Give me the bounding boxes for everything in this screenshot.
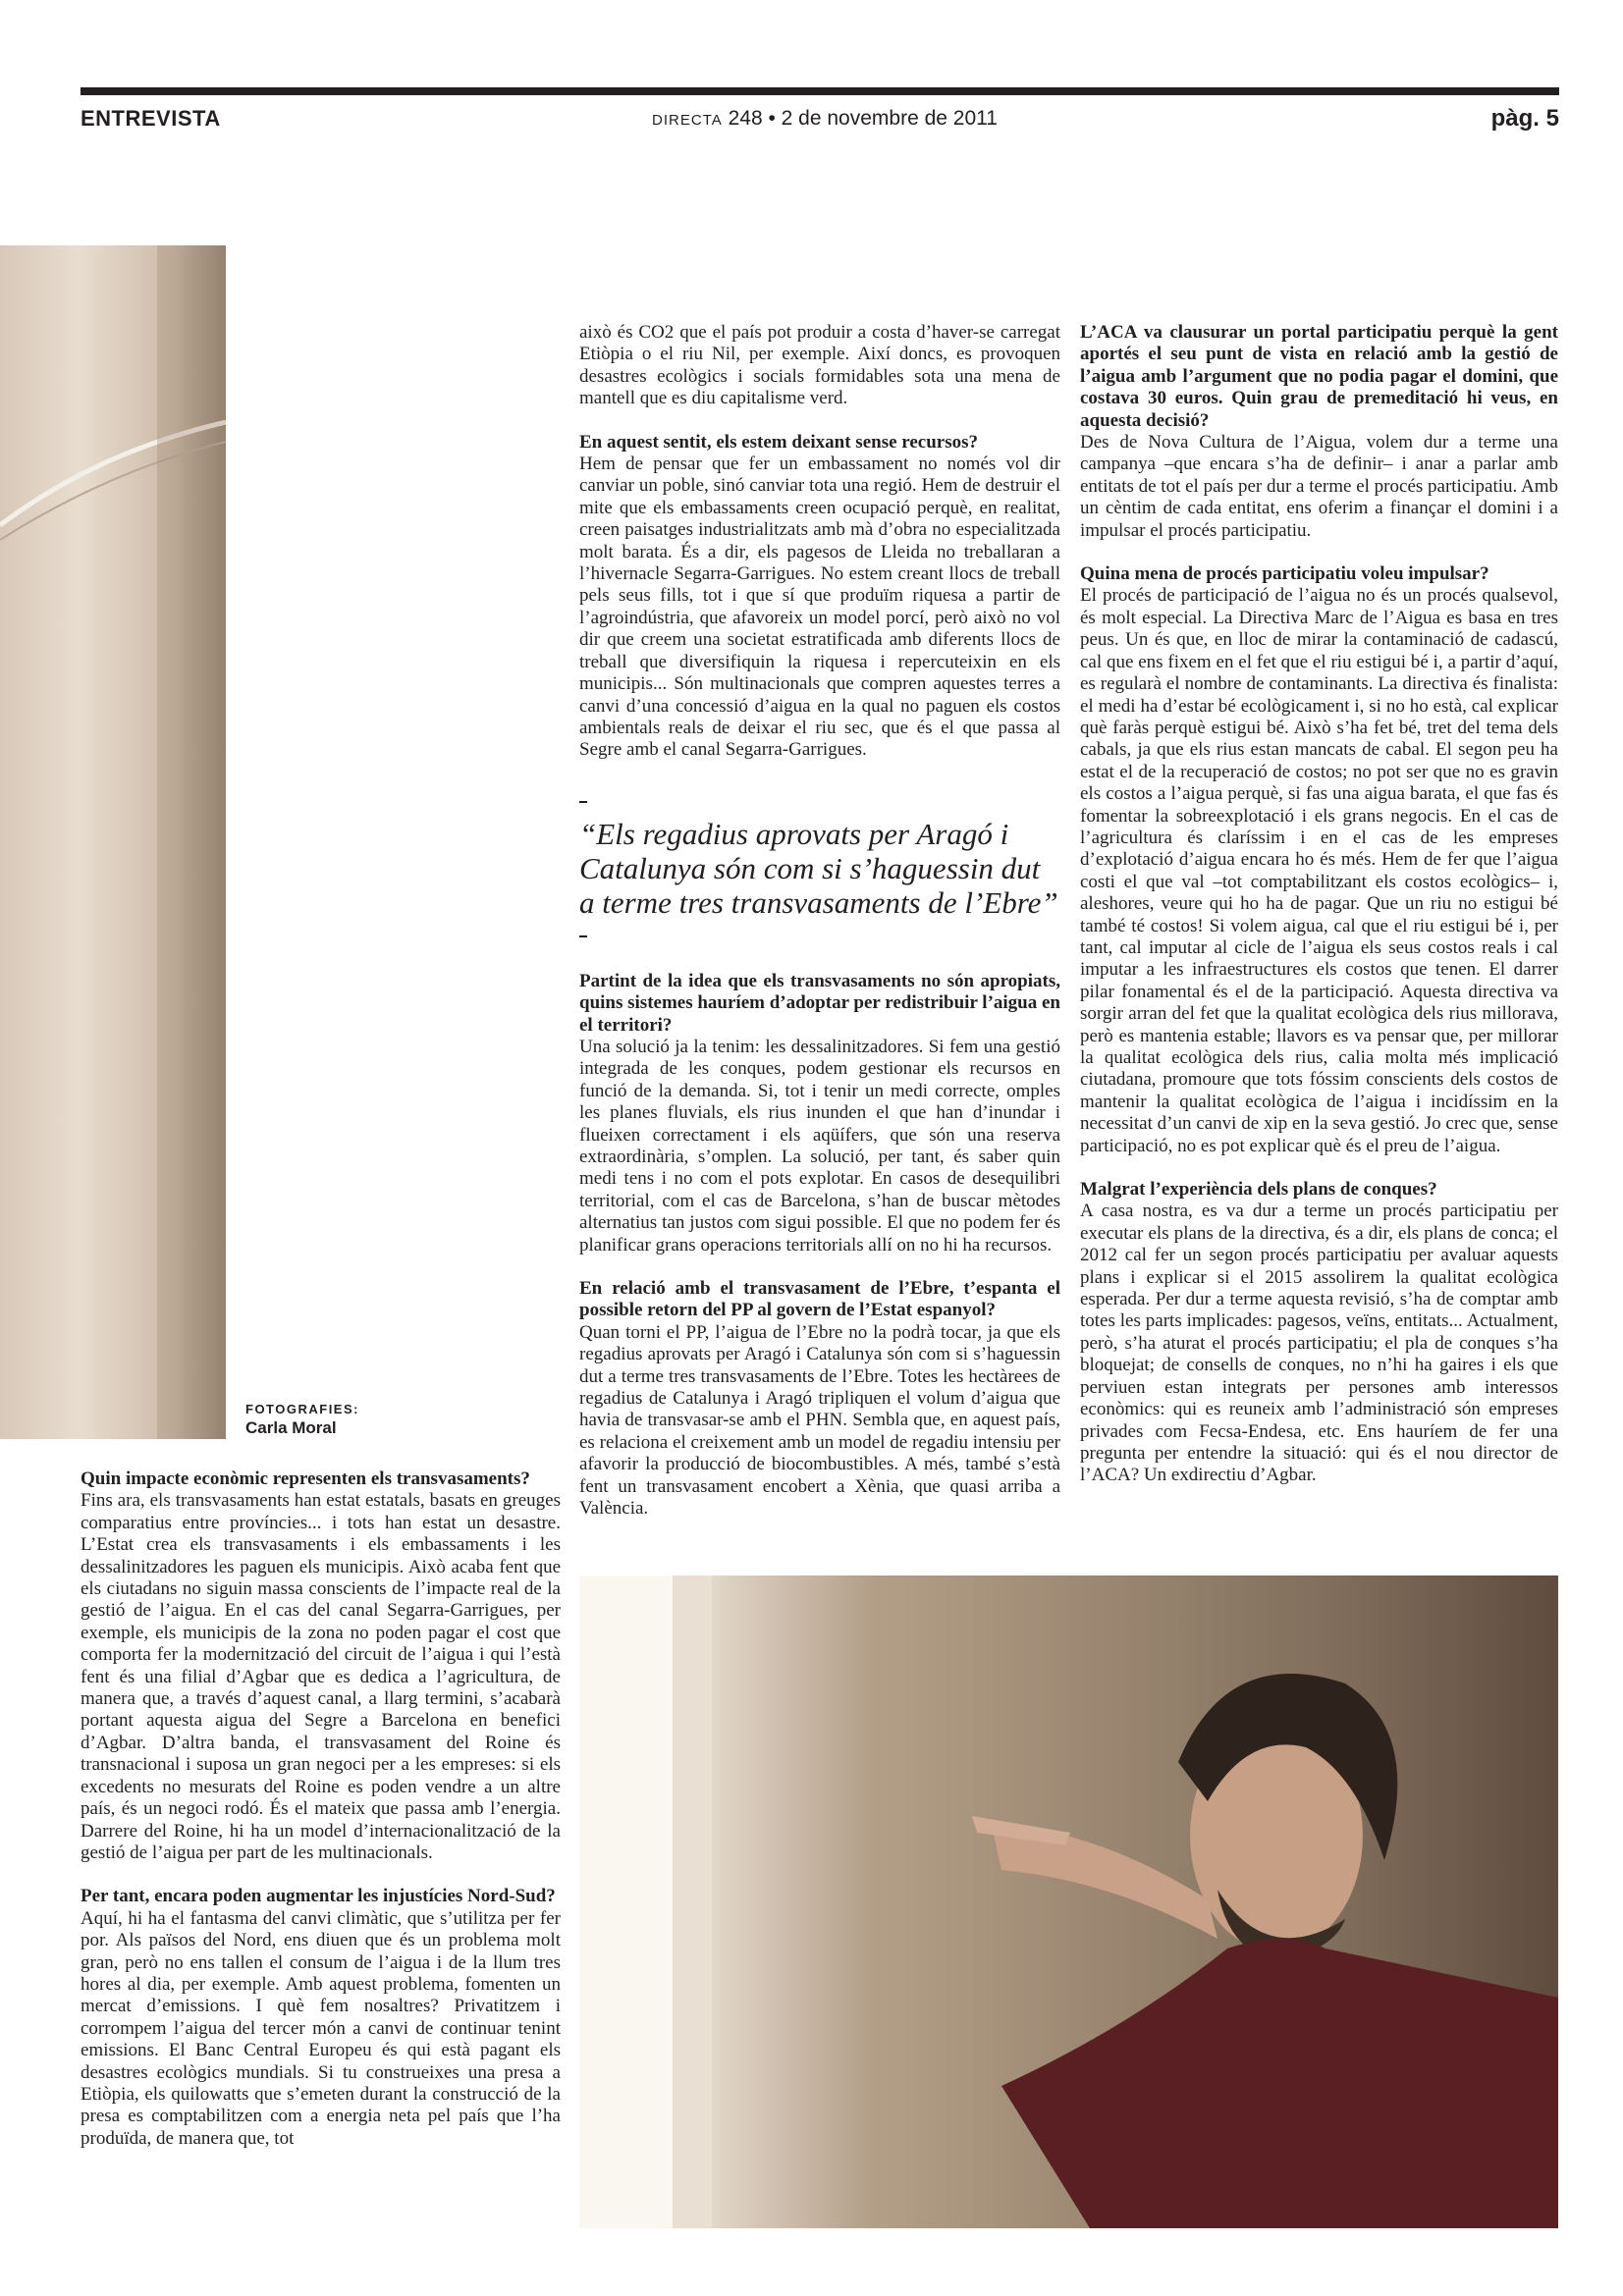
article-column-3 [1080, 322, 1558, 1487]
photo-credit [245, 1402, 359, 1439]
answer: Hem de pensar que fer un embassament no només vol dir canviar un poble, sinó canviar tota una regió. Hem de destruir el mite que els embassaments creen ocupació perquè, en realitat, creen paisatges industrialitzats amb mà d’obra no especialitzada molt barata. És a dir, els pagesos de Lleida no treballaran a l’hivernacle Segarra-Garrigues. No estem creant llocs de treball pels seus fills, tot i que sí que produïm riquesa a partir de l’agroindústria, que afavoreix un model porcí, però això no vol dir que creem una societat estratificada amb diferents llocs de treball que diversifiquin la riquesa i repercuteixin en els municipis... Són multinacionals que compren aquestes terres a canvi d’una concessió d’aigua en la qual no paguen els costos ambientals reals de deixar el riu sec, que és el que passa al Segre amb el canal Segarra-Garrigues. [579, 454, 1060, 761]
header-rule [81, 87, 1559, 95]
section-label: ENTREVISTA [81, 106, 221, 131]
answer: El procés de participació de l’aigua no és un procés qualsevol, és molt especial. La Directiva Marc de l’Aigua es basa en tres peus. Un és que, en lloc de mirar la contaminació de cadascú, cal que ens fixem en el fet que el riu estigui bé i, a partir d’aquí, es regularà el nombre de contaminants. La directiva és finalista: el medi ha d’estar bé ecològicament i, si no ho està, cal explicar què faràs perquè estigui bé. Això s’ha fet bé, tret del tema dels cabals, ja que els rius estan mancats de cabal. El segon peu ha estat el de la recuperació de costos; no pot ser que no es gravin els costos a l’aigua perquè, si fas una aigua barata, el que fas és fomentar la sobreexplotació i els grans negocis. En el cas de l’agricultura és claríssim i en el cas de les empreses d’explotació d’aigua encara ho és més. Hem de fer que l’aigua costi el que val –tot comptabilitzant els costos ecològics– i, aleshores, veure qui ho ha de pagar. Que un riu no estigui bé també té costos! Si volem aigua, cal que el riu estigui bé i, per tant, cal imputar al cicle de l’aigua els seus costos reals i cal imputar a les infraestructures els costos que tenen. El darrer pilar fonamental és el de la participació. Aquesta directiva va sorgir arran del fet que la qualitat ecològica dels rius millorava, però es mantenia estable; llavors es va pensar que, per millorar la qualitat ecològica dels rius, calia molta més implicació ciutadana, promoure que tots fóssim conscients dels costos de mantenir la qualitat ecològica de l’aigua i incidíssim en la necessitat d’un canvi de xip en la seva gestió. Jo crec que, sense participació, no es pot explicar què és el preu de l’aigua. [1080, 585, 1558, 1156]
page-number: pàg. 5 [1490, 105, 1559, 132]
issue-info [628, 106, 1021, 133]
issue-date: 248 • 2 de novembre de 2011 [728, 107, 998, 130]
question: Quin impacte econòmic representen els transvasaments? [81, 1468, 530, 1489]
question: En aquest sentit, els estem deixant sense recursos? [579, 431, 979, 453]
photo-right-illustration [579, 1575, 1558, 2228]
article-column-2 [579, 322, 1060, 1520]
interview-photo-right [579, 1575, 1558, 2228]
question: Malgrat l’experiència dels plans de conques? [1080, 1179, 1437, 1201]
question: Per tant, encara poden augmentar les injustícies Nord-Sud? [81, 1886, 556, 1907]
answer: Des de Nova Cultura de l’Aigua, volem dur a terme una campanya –que encara s’ha de definir– i anar a parlar amb entitats de tot el país per dur a terme el procés participatiu. Amb un cèntim de cada entitat, ens oferim a finançar el domini i a impulsar el procés participatiu. [1080, 432, 1558, 541]
publication-name: DIRECTA [652, 112, 723, 129]
answer: Fins ara, els transvasaments han estat estatals, basats en greuges comparatius entre províncies... i tots han estat un desastre. L’Estat crea els transvasaments i els embassaments i les dessalinitzadores les paguen els municipis. Això acaba fent que els ciutadans no siguin massa conscients de l’impacte real de la gestió de l’aigua. En el cas del canal Segarra-Garrigues, per exemple, els municipis de la zona no poden pagar el cost que comporta fer la modernització del circuit de l’aigua i qui l’està fent és una filial d’Agbar que es dedica a l’agricultura, de manera que, a través d’aquest canal, a llarg termini, s’acabarà portant aquesta aigua del Segre a Barcelona en benefici d’Agbar. D’altra banda, el transvasament del Roine és transnacional i suposa un gran negoci per a les empreses: si els excedents no mesurats del Roine es poden vendre a un altre país, és un negoci rodó. És el mateix que passa amb l’energia. Darrere del Roine, hi ha un model d’internacionalització de la gestió de l’aigua per part de les multinacionals. [81, 1490, 561, 1863]
question: L’ACA va clausurar un portal participatiu perquè la gent aportés el seu punt de vista en relació amb la gestió de l’aigua amb l’argument que no podia pagar el domini, que costava 30 euros. Quin grau de premeditació hi veus, en aquesta decisió? [1080, 322, 1558, 431]
question: Quina mena de procés participatiu voleu impulsar? [1080, 563, 1489, 585]
answer: Aquí, hi ha el fantasma del canvi climàtic, que s’utilitza per fer por. Als països del Nord, ens diuen que és un problema molt gran, però no ens tallen el consum de l’aigua i de la llum tres hores al dia, per exemple. Amb aquest problema, fomenten un mercat d’emissions. I què fem nosaltres? Privatitzem i corrompem l’aigua del tercer món a canvi de continuar tenint emissions. El Banc Central Europeu és qui està pagant els desastres ecològics mundials. Si tu construeixes una presa a Etiòpia, els quilowatts que s’emeten durant la construcció de la presa es comptabilitzen com a energia neta pel país que l’ha produïda, de manera que, tot [81, 1907, 561, 2149]
answer: A casa nostra, es va dur a terme un procés participatiu per executar els plans de la directiva, és a dir, els plans de conca; el 2012 cal fer un segon procés participatiu per avaluar aquests plans i explicar si el 2015 assolirem la qualitat ecològica esperada. Per dur a terme aquesta revisió, s’ha de comptar amb totes les parts implicades: pagesos, veïns, entitats... Actualment, però, s’ha aturat el procés participatiu; el pla de conques s’ha bloquejat; de consells de conques, no n’hi ha gaires i els que perviuen estan integrats per persones amb interessos econòmics: qui es reuneix amb l’administració són empreses privades com Fecsa-Endesa, etc. Ens hauríem de fer una pregunta per entendre la situació: qui és el nou director de l’ACA? Un exdirectiu d’Agbar. [1080, 1201, 1558, 1486]
article-column-1 [81, 1468, 561, 2150]
photographer-name: Carla Moral [245, 1418, 337, 1437]
photo-credit-label: FOTOGRAFIES: [245, 1402, 359, 1416]
answer-continued: això és CO2 que el país pot produir a costa d’haver-se carregat Etiòpia o el riu Nil, per exemple. Així doncs, es provoquen desastres ecològics i socials formidables sota una mena de mantell que es diu capitalisme verd. [579, 322, 1060, 409]
answer: Una solució ja la tenim: les dessalinitzadores. Si fem una gestió integrada de les conques, podem gestionar els recursos en funció de la demanda. Si, tot i tenir un medi correcte, omples les planes fluvials, els rius inunden el que han d’inundar i flueixen correctament i els aqüífers, que són una reserva extraordinària, s’omplen. La solució, per tant, és saber quin medi tens i no com el pots explotar. En casos de desequilibri territorial, com el cas de Barcelona, s’han de buscar mètodes alternatius tan justos com sigui possible. El que no podem fer és planificar grans operacions territorials allí on no hi ha recursos. [579, 1036, 1060, 1255]
question: En relació amb el transvasament de l’Ebre, t’espanta el possible retorn del PP al govern de l’Estat espanyol? [579, 1278, 1060, 1321]
pull-quote: “Els regadius aprovats per Aragó i Catalunya són com si s’haguessin dut a terme tres transvasaments de l’Ebre” [579, 801, 1060, 937]
answer: Quan torni el PP, l’aigua de l’Ebre no la podrà tocar, ja que els regadius aprovats per Aragó i Catalunya són com si s’haguessin dut a terme tres transvasaments de l’Ebre. Totes les hectàrees de regadius de Catalunya i Aragó tripliquen el volum d’aigua que havia de transvasar-se amb el PHN. Sembla que, en aquest país, es relaciona el creixement amb un model de regadiu intensiu per afavorir la producció de biocombustibles. A més, també s’està fent un transvasament encobert a Xènia, que quasi arriba a València. [579, 1321, 1060, 1520]
interview-photo-left [0, 245, 226, 1439]
question: Partint de la idea que els transvasaments no són apropiats, quins sistemes hauríem d’adoptar per redistribuir l’aigua en el territori? [579, 970, 1061, 1036]
photo-left-illustration [0, 245, 226, 1439]
